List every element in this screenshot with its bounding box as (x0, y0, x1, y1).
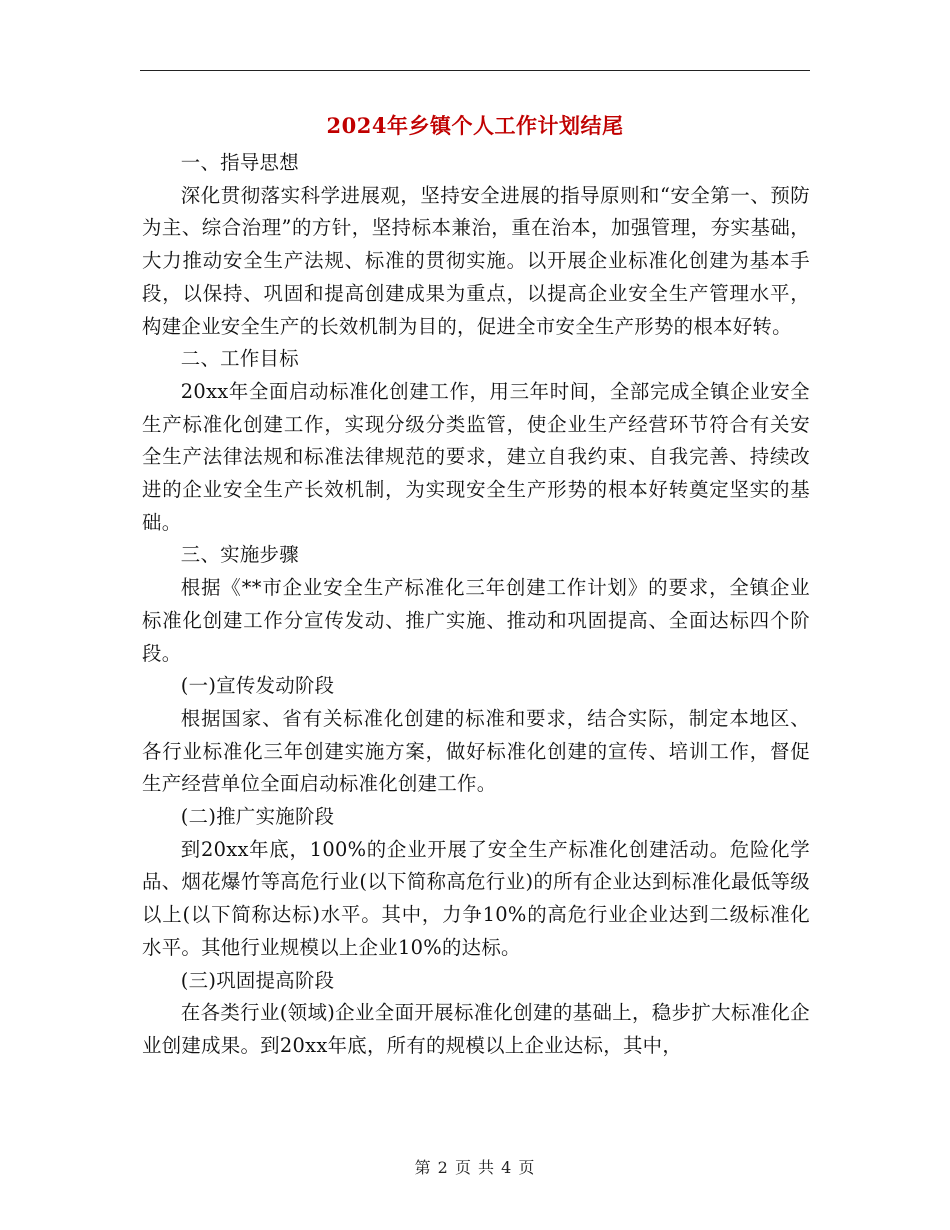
subsection-heading: (二)推广实施阶段 (180, 805, 335, 829)
document-body (142, 147, 810, 1063)
body-paragraph: 到20xx年底，100%的企业开展了安全生产标准化创建活动。危险化学品、烟花爆竹等高危行业(以下简称高危行业)的所有企业达到标准化最低等级以上(以下简称达标)水平。其中，力争10%的高危行业企业达到二级标准化水平。其他行业规模以上企业10%的达标。 (142, 837, 810, 959)
body-paragraph: 根据国家、省有关标准化创建的标准和要求，结合实际，制定本地区、各行业标准化三年创建实施方案，做好标准化创建的宣传、培训工作，督促生产经营单位全面启动标准化创建工作。 (142, 706, 810, 796)
subsection-heading: (一)宣传发动阶段 (180, 674, 335, 698)
section-heading: 二、工作目标 (180, 347, 299, 371)
body-paragraph: 20xx年全面启动标准化创建工作，用三年时间，全部完成全镇企业安全生产标准化创建工作，实现分级分类监管，使企业生产经营环节符合有关安全生产法律法规和标准法律规范的要求，建立自我约束、自我完善、持续改进的企业安全生产长效机制，为实现安全生产形势的根本好转奠定坚实的基础。 (142, 379, 810, 534)
document-title: 2024年乡镇个人工作计划结尾 (326, 113, 624, 138)
subsection-heading: (三)巩固提高阶段 (180, 968, 335, 992)
page-number-footer: 第 2 页 共 4 页 (414, 1158, 536, 1177)
body-paragraph: 在各类行业(领域)企业全面开展标准化创建的基础上，稳步扩大标准化企业创建成果。到20xx年底，所有的规模以上企业达标，其中， (142, 1001, 810, 1057)
header-rule (140, 70, 810, 71)
section-heading: 三、实施步骤 (180, 543, 299, 567)
body-paragraph: 深化贯彻落实科学进展观，坚持安全进展的指导原则和“安全第一、预防为主、综合治理”的方针，坚持标本兼治，重在治本，加强管理，夯实基础，大力推动安全生产法规、标准的贯彻实施。以开展企业标准化创建为基本手段，以保持、巩固和提高创建成果为重点，以提高企业安全生产管理水平，构建企业安全生产的长效机制为目的，促进全市安全生产形势的根本好转。 (142, 183, 810, 338)
section-heading: 一、指导思想 (180, 151, 299, 174)
body-paragraph: 根据《**市企业安全生产标准化三年创建工作计划》的要求，全镇企业标准化创建工作分宣传发动、推广实施、推动和巩固提高、全面达标四个阶段。 (142, 576, 810, 665)
